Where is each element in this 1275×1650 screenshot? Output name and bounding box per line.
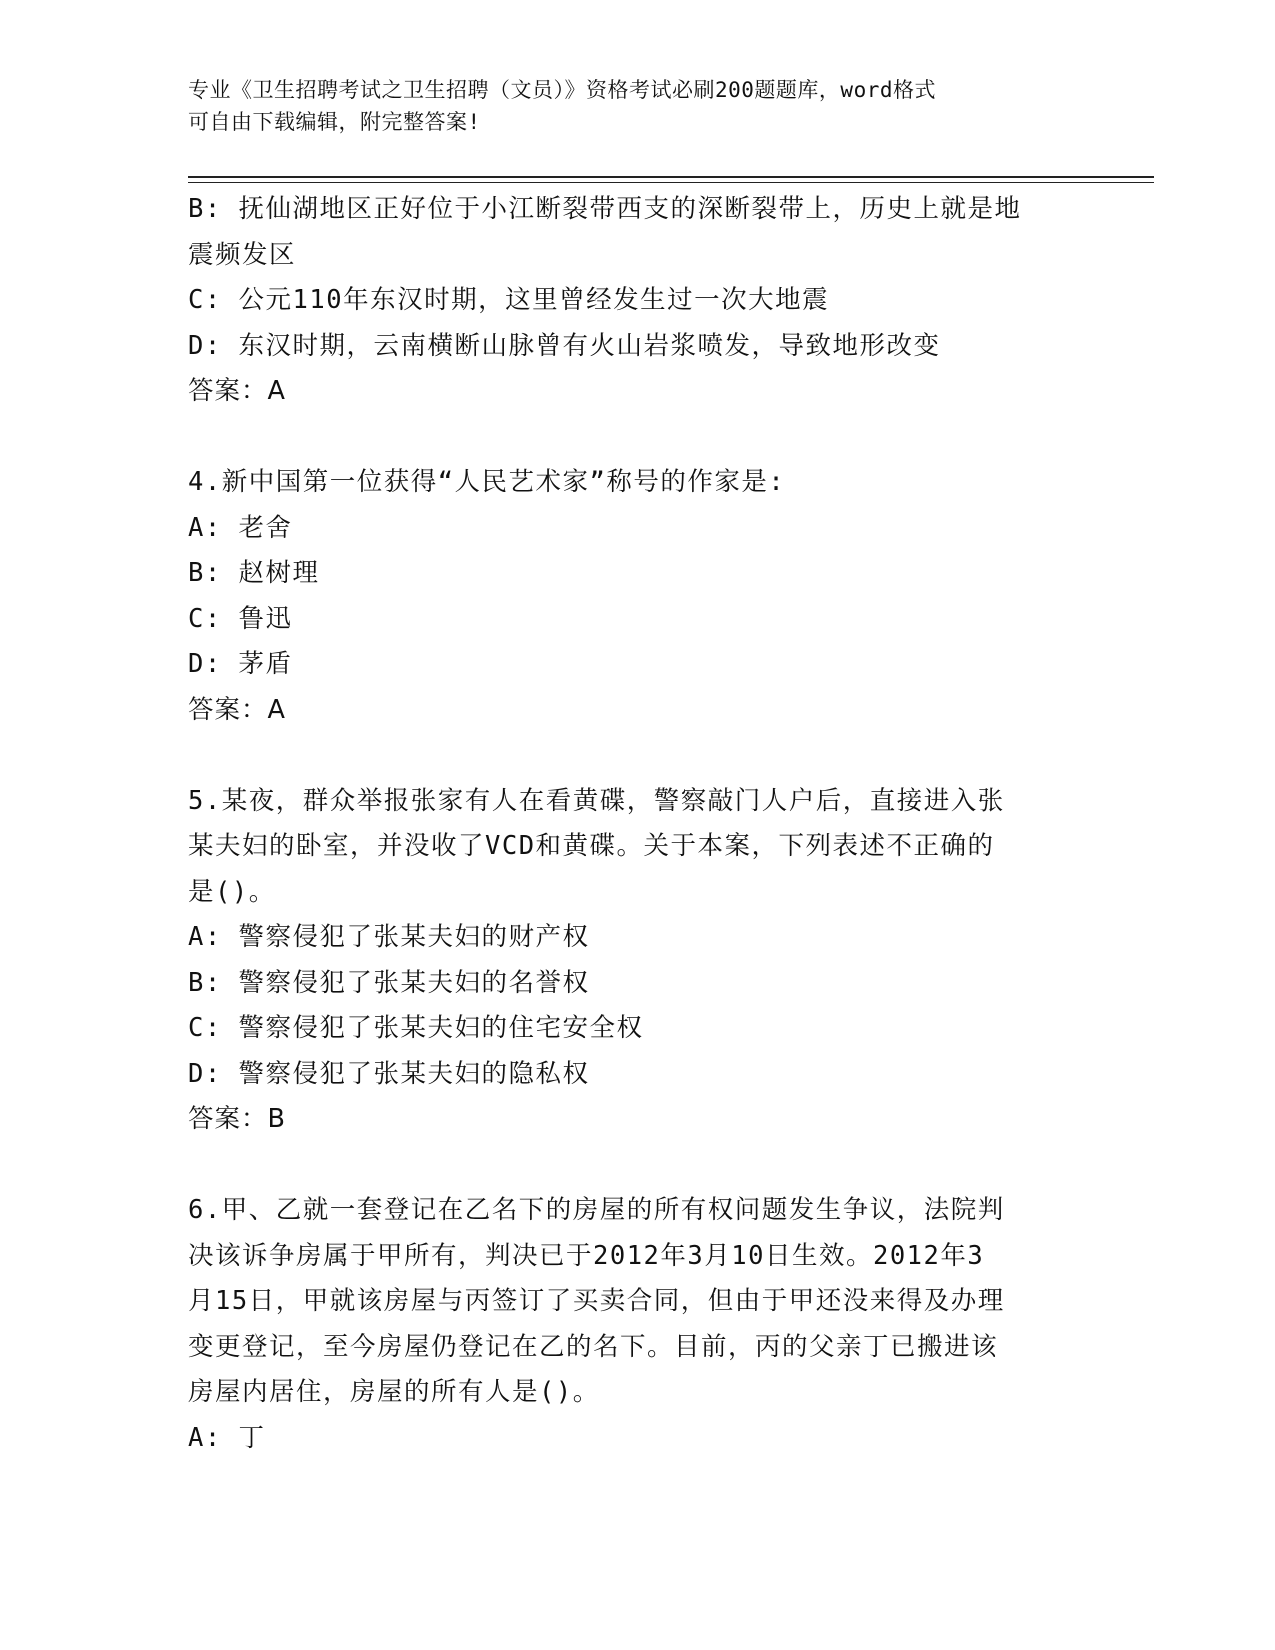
header-line-2: 可自由下载编辑，附完整答案! bbox=[188, 110, 481, 134]
q4-option-a: A: 老舍 bbox=[188, 512, 293, 543]
q5-option-c: C: 警察侵犯了张某夫妇的住宅安全权 bbox=[188, 1013, 644, 1043]
document-header bbox=[188, 74, 1088, 138]
q6-question-line2: 决该诉争房属于甲所有，判决已于2012年3月10日生效。2012年3 bbox=[188, 1240, 985, 1271]
q5-answer: 答案：B bbox=[188, 1104, 286, 1134]
q4-answer: 答案：A bbox=[188, 694, 286, 725]
q6-question-line1: 6.甲、乙就一套登记在乙名下的房屋的所有权问题发生争议，法院判 bbox=[188, 1195, 1005, 1225]
q5-question-line3: 是()。 bbox=[188, 876, 276, 907]
question-6 bbox=[188, 1188, 1088, 1461]
q3-option-b-line1: B: 抚仙湖地区正好位于小江断裂带西支的深断裂带上，历史上就是地 bbox=[188, 194, 1022, 224]
q3-option-d: D: 东汉时期，云南横断山脉曾有火山岩浆喷发，导致地形改变 bbox=[188, 330, 941, 361]
q3-option-c: C: 公元110年东汉时期，这里曾经发生过一次大地震 bbox=[188, 285, 830, 315]
document-body bbox=[188, 187, 1088, 1461]
q6-option-a: A: 丁 bbox=[188, 1422, 266, 1453]
question-5 bbox=[188, 779, 1088, 1143]
q4-option-b: B: 赵树理 bbox=[188, 558, 320, 588]
spacer bbox=[188, 733, 1088, 779]
q4-question: 4.新中国第一位获得“人民艺术家”称号的作家是: bbox=[188, 467, 786, 497]
q4-option-c: C: 鲁迅 bbox=[188, 603, 293, 634]
question-3 bbox=[188, 187, 1088, 415]
header-divider-thick bbox=[188, 176, 1154, 178]
q5-option-a: A: 警察侵犯了张某夫妇的财产权 bbox=[188, 922, 590, 952]
q5-question-line2: 某夫妇的卧室，并没收了VCD和黄碟。关于本案，下列表述不正确的 bbox=[188, 831, 995, 861]
spacer bbox=[188, 415, 1088, 461]
q5-question-line1: 5.某夜，群众举报张家有人在看黄碟，警察敲门人户后，直接进入张 bbox=[188, 785, 1005, 816]
q3-answer: 答案：A bbox=[188, 376, 286, 406]
header-line-1: 专业《卫生招聘考试之卫生招聘（文员）》资格考试必刷200题题库，word格式 bbox=[188, 78, 936, 102]
question-4 bbox=[188, 460, 1088, 733]
q6-question-line3: 月15日，甲就该房屋与丙签订了买卖合同，但由于甲还没来得及办理 bbox=[188, 1286, 1005, 1316]
q4-option-d: D: 茅盾 bbox=[188, 649, 293, 679]
q6-question-line5: 房屋内居住，房屋的所有人是()。 bbox=[188, 1377, 600, 1407]
q5-option-b: B: 警察侵犯了张某夫妇的名誉权 bbox=[188, 967, 590, 998]
header-divider-thin bbox=[188, 182, 1154, 183]
q5-option-d: D: 警察侵犯了张某夫妇的隐私权 bbox=[188, 1058, 590, 1089]
q6-question-line4: 变更登记，至今房屋仍登记在乙的名下。目前，丙的父亲丁已搬进该 bbox=[188, 1331, 999, 1362]
spacer bbox=[188, 1143, 1088, 1189]
q3-option-b-line2: 震频发区 bbox=[188, 239, 297, 270]
